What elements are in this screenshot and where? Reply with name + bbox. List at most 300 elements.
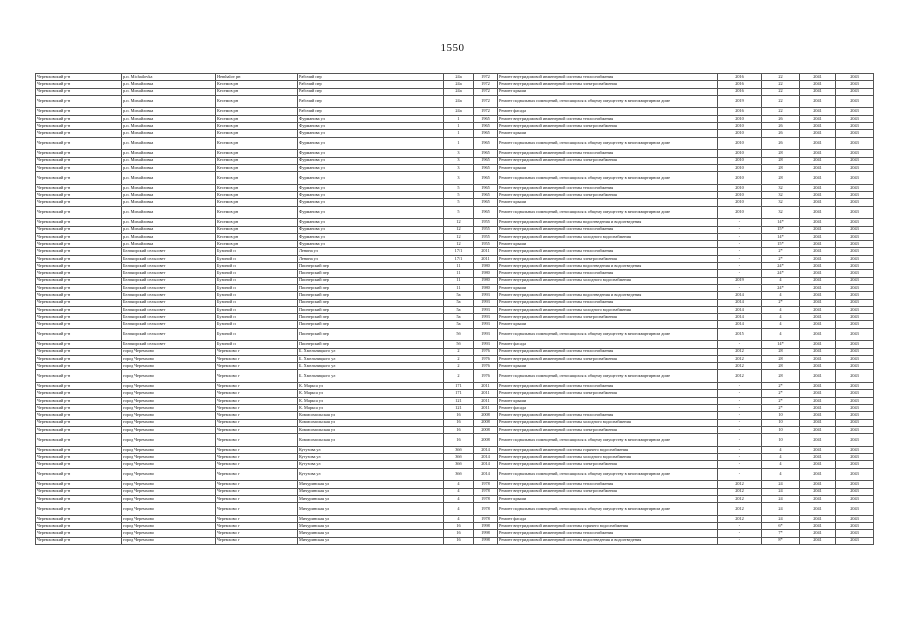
- locality-cell: Черемхово г: [216, 397, 298, 404]
- count-cell: 28: [762, 157, 800, 164]
- count-cell: 26: [762, 130, 800, 137]
- build-year-cell: 1972: [474, 108, 498, 115]
- end-year-cell: 2043: [836, 454, 874, 461]
- house-number-cell: 11: [444, 263, 474, 270]
- table-row: [36, 355, 874, 362]
- house-number-cell: 4: [444, 481, 474, 488]
- last-repair-year-cell: -: [718, 419, 762, 426]
- build-year-cell: 1965: [474, 130, 498, 137]
- last-repair-year-cell: 2010: [718, 172, 762, 185]
- last-repair-year-cell: -: [718, 397, 762, 404]
- street-cell: Фурманова ул: [298, 219, 444, 226]
- start-year-cell: 2041: [800, 530, 836, 537]
- start-year-cell: 2041: [800, 270, 836, 277]
- count-cell: 14*: [762, 219, 800, 226]
- end-year-cell: 2043: [836, 306, 874, 313]
- house-number-cell: 4: [444, 515, 474, 522]
- start-year-cell: 2041: [800, 95, 836, 108]
- district-cell: Черемховский р-н: [36, 108, 122, 115]
- build-year-cell: 1965: [474, 157, 498, 164]
- last-repair-year-cell: -: [718, 412, 762, 419]
- last-repair-year-cell: -: [718, 383, 762, 390]
- last-repair-year-cell: 2015: [718, 328, 762, 341]
- locality-cell: Кесемов рн: [216, 157, 298, 164]
- table-row: [36, 314, 874, 321]
- locality-cell: Кесемов рн: [216, 233, 298, 240]
- table-row: [36, 150, 874, 157]
- last-repair-year-cell: -: [718, 537, 762, 544]
- district-cell: Черемховский р-н: [36, 523, 122, 530]
- end-year-cell: 2043: [836, 81, 874, 88]
- count-cell: 32: [762, 199, 800, 206]
- municipality-cell: Бельчирский сельсовет: [122, 270, 216, 277]
- locality-cell: Черемхово г: [216, 404, 298, 411]
- municipality-cell: город Черемхово: [122, 434, 216, 447]
- start-year-cell: 2041: [800, 341, 836, 348]
- municipality-cell: Бельчирский сельсовет: [122, 248, 216, 255]
- end-year-cell: 2043: [836, 255, 874, 262]
- table-row: [36, 481, 874, 488]
- last-repair-year-cell: 2010: [718, 206, 762, 219]
- count-cell: 28: [762, 363, 800, 370]
- municipality-cell: город Черемхово: [122, 363, 216, 370]
- start-year-cell: 2041: [800, 284, 836, 291]
- work-type-cell: Ремонт внутридомовой инженерной системы электроснабжения: [498, 192, 718, 199]
- street-cell: Пионерский пер: [298, 292, 444, 299]
- municipality-cell: Бельчирский сельсовет: [122, 277, 216, 284]
- last-repair-year-cell: -: [718, 219, 762, 226]
- street-cell: Коммсомольская ул: [298, 419, 444, 426]
- house-number-cell: 11: [444, 270, 474, 277]
- locality-cell: Кесемов рн: [216, 199, 298, 206]
- locality-cell: Бузиной п: [216, 314, 298, 321]
- work-type-cell: Ремонт внутридомовой инженерной системы холодного водоснабжения: [498, 233, 718, 240]
- count-cell: 32: [762, 192, 800, 199]
- table-row: [36, 530, 874, 537]
- work-type-cell: Ремонт крыши: [498, 284, 718, 291]
- house-number-cell: 16: [444, 537, 474, 544]
- count-cell: 22: [762, 108, 800, 115]
- build-year-cell: 1955: [474, 219, 498, 226]
- build-year-cell: 1980: [474, 263, 498, 270]
- locality-cell: Черемхово г: [216, 495, 298, 502]
- end-year-cell: 2043: [836, 157, 874, 164]
- start-year-cell: 2041: [800, 355, 836, 362]
- build-year-cell: 1965: [474, 150, 498, 157]
- locality-cell: Черемхово г: [216, 461, 298, 468]
- table-row: [36, 468, 874, 481]
- municipality-cell: город Черемхово: [122, 390, 216, 397]
- end-year-cell: 2043: [836, 115, 874, 122]
- municipality-cell: город Черемхово: [122, 481, 216, 488]
- locality-cell: Черемхово г: [216, 363, 298, 370]
- last-repair-year-cell: 2010: [718, 164, 762, 171]
- end-year-cell: 2043: [836, 515, 874, 522]
- count-cell: 26: [762, 115, 800, 122]
- last-repair-year-cell: -: [718, 530, 762, 537]
- house-number-cell: 36б: [444, 461, 474, 468]
- build-year-cell: 1993: [474, 299, 498, 306]
- count-cell: 22: [762, 81, 800, 88]
- district-cell: Черемховский р-н: [36, 299, 122, 306]
- count-cell: 14*: [762, 341, 800, 348]
- end-year-cell: 2043: [836, 495, 874, 502]
- last-repair-year-cell: 2010: [718, 192, 762, 199]
- start-year-cell: 2041: [800, 150, 836, 157]
- work-type-cell: Ремонт внутридомовой инженерной системы холодного водоснабжения: [498, 277, 718, 284]
- work-type-cell: Ремонт внутридомовой инженерной системы теплоснабжения: [498, 74, 718, 81]
- work-type-cell: Ремонт внутридомовой инженерной системы электроснабжения: [498, 314, 718, 321]
- end-year-cell: 2043: [836, 412, 874, 419]
- locality-cell: Hemhalov рн: [216, 74, 298, 81]
- start-year-cell: 2041: [800, 292, 836, 299]
- house-number-cell: 4: [444, 503, 474, 516]
- work-type-cell: Ремонт фасада: [498, 404, 718, 411]
- count-cell: 24: [762, 495, 800, 502]
- start-year-cell: 2041: [800, 537, 836, 544]
- district-cell: Черемховский р-н: [36, 461, 122, 468]
- municipality-cell: город Черемхово: [122, 348, 216, 355]
- work-type-cell: Ремонт внутридомовой инженерной системы электроснабжения: [498, 81, 718, 88]
- locality-cell: Бузиной п: [216, 255, 298, 262]
- locality-cell: Бузиной п: [216, 270, 298, 277]
- count-cell: 10: [762, 419, 800, 426]
- end-year-cell: 2043: [836, 503, 874, 516]
- work-type-cell: Ремонт внутридомовой инженерной системы электроснабжения: [498, 390, 718, 397]
- locality-cell: Кесемов рн: [216, 164, 298, 171]
- start-year-cell: 2041: [800, 404, 836, 411]
- build-year-cell: 2008: [474, 434, 498, 447]
- locality-cell: Бузиной п: [216, 341, 298, 348]
- last-repair-year-cell: -: [718, 284, 762, 291]
- municipality-cell: р.п. Михайловка: [122, 95, 216, 108]
- count-cell: 2*: [762, 248, 800, 255]
- street-cell: Фурманова ул: [298, 241, 444, 248]
- count-cell: 22: [762, 88, 800, 95]
- municipality-cell: город Черемхово: [122, 419, 216, 426]
- table-row: [36, 383, 874, 390]
- work-type-cell: Ремонт внутридомовой инженерной системы теплоснабжения: [498, 270, 718, 277]
- table-row: [36, 495, 874, 502]
- locality-cell: Черемхово г: [216, 515, 298, 522]
- district-cell: Черемховский р-н: [36, 434, 122, 447]
- district-cell: Черемховский р-н: [36, 81, 122, 88]
- end-year-cell: 2043: [836, 363, 874, 370]
- last-repair-year-cell: -: [718, 248, 762, 255]
- build-year-cell: 1993: [474, 306, 498, 313]
- table-row: [36, 397, 874, 404]
- build-year-cell: 1980: [474, 270, 498, 277]
- end-year-cell: 2043: [836, 328, 874, 341]
- table-row: [36, 137, 874, 150]
- count-cell: 32: [762, 206, 800, 219]
- build-year-cell: 1978: [474, 495, 498, 502]
- work-type-cell: Ремонт подвальных помещений, относящихся к общему имуществу в многоквартирном доме: [498, 206, 718, 219]
- work-type-cell: Ремонт внутридомовой инженерной системы теплоснабжения: [498, 412, 718, 419]
- house-number-cell: 2: [444, 355, 474, 362]
- locality-cell: Черемхово г: [216, 503, 298, 516]
- table-row: [36, 348, 874, 355]
- municipality-cell: р.п. Михайловка: [122, 192, 216, 199]
- street-cell: Фурманова ул: [298, 172, 444, 185]
- build-year-cell: 2014: [474, 468, 498, 481]
- house-number-cell: 5: [444, 199, 474, 206]
- build-year-cell: 1993: [474, 328, 498, 341]
- street-cell: Б. Хмельницкого ул: [298, 348, 444, 355]
- house-number-cell: 4: [444, 495, 474, 502]
- house-number-cell: 121: [444, 404, 474, 411]
- house-number-cell: 36б: [444, 468, 474, 481]
- municipality-cell: город Черемхово: [122, 523, 216, 530]
- municipality-cell: р.п. Михайловка: [122, 172, 216, 185]
- locality-cell: Черемхово г: [216, 370, 298, 383]
- street-cell: Пионерский пер: [298, 277, 444, 284]
- count-cell: 7*: [762, 530, 800, 537]
- district-cell: Черемховский р-н: [36, 88, 122, 95]
- count-cell: 4: [762, 306, 800, 313]
- district-cell: Черемховский р-н: [36, 355, 122, 362]
- work-type-cell: Ремонт крыши: [498, 397, 718, 404]
- district-cell: Черемховский р-н: [36, 454, 122, 461]
- municipality-cell: город Черемхово: [122, 397, 216, 404]
- last-repair-year-cell: 2012: [718, 503, 762, 516]
- municipality-cell: город Черемхово: [122, 383, 216, 390]
- municipality-cell: Бельчирский сельсовет: [122, 299, 216, 306]
- last-repair-year-cell: -: [718, 404, 762, 411]
- locality-cell: Кесемов рн: [216, 226, 298, 233]
- table-row: [36, 157, 874, 164]
- build-year-cell: 1976: [474, 370, 498, 383]
- street-cell: Пионерский пер: [298, 341, 444, 348]
- build-year-cell: 2011: [474, 404, 498, 411]
- locality-cell: Кесемов рн: [216, 81, 298, 88]
- end-year-cell: 2043: [836, 390, 874, 397]
- count-cell: 24*: [762, 270, 800, 277]
- house-number-cell: 12: [444, 233, 474, 240]
- district-cell: Черемховский р-н: [36, 503, 122, 516]
- end-year-cell: 2043: [836, 537, 874, 544]
- municipality-cell: город Черемхово: [122, 370, 216, 383]
- street-cell: Мичуринская ул: [298, 503, 444, 516]
- house-number-cell: 17/1: [444, 255, 474, 262]
- table-row: [36, 270, 874, 277]
- table-row: [36, 123, 874, 130]
- last-repair-year-cell: 2010: [718, 184, 762, 191]
- last-repair-year-cell: 2012: [718, 481, 762, 488]
- table-row: [36, 370, 874, 383]
- district-cell: Черемховский р-н: [36, 192, 122, 199]
- locality-cell: Кесемов рн: [216, 192, 298, 199]
- table-row: [36, 284, 874, 291]
- locality-cell: Черемхово г: [216, 348, 298, 355]
- street-cell: Кутузова ул: [298, 446, 444, 453]
- locality-cell: Бузиной п: [216, 292, 298, 299]
- last-repair-year-cell: -: [718, 233, 762, 240]
- count-cell: 26: [762, 137, 800, 150]
- district-cell: Черемховский р-н: [36, 495, 122, 502]
- street-cell: Фурманова ул: [298, 192, 444, 199]
- end-year-cell: 2043: [836, 248, 874, 255]
- build-year-cell: 1955: [474, 233, 498, 240]
- table-row: [36, 263, 874, 270]
- start-year-cell: 2041: [800, 164, 836, 171]
- last-repair-year-cell: 2010: [718, 157, 762, 164]
- last-repair-year-cell: -: [718, 434, 762, 447]
- street-cell: Мичуринская ул: [298, 530, 444, 537]
- district-cell: Черемховский р-н: [36, 199, 122, 206]
- house-number-cell: 36б: [444, 454, 474, 461]
- work-type-cell: Ремонт внутридомовой инженерной системы электроснабжения: [498, 255, 718, 262]
- last-repair-year-cell: -: [718, 446, 762, 453]
- municipality-cell: Бельчирский сельсовет: [122, 255, 216, 262]
- street-cell: Кутузова ул: [298, 468, 444, 481]
- street-cell: Рабочий пер: [298, 88, 444, 95]
- capital-repair-table: [35, 73, 874, 545]
- locality-cell: Черемхово г: [216, 537, 298, 544]
- house-number-cell: 16: [444, 434, 474, 447]
- street-cell: Фурманова ул: [298, 233, 444, 240]
- house-number-cell: 5б: [444, 328, 474, 341]
- street-cell: Фурманова ул: [298, 184, 444, 191]
- work-type-cell: Ремонт внутридомовой инженерной системы теплоснабжения: [498, 348, 718, 355]
- municipality-cell: р.п. Михайловка: [122, 164, 216, 171]
- district-cell: Черемховский р-н: [36, 270, 122, 277]
- end-year-cell: 2043: [836, 95, 874, 108]
- end-year-cell: 2043: [836, 199, 874, 206]
- house-number-cell: 1: [444, 115, 474, 122]
- last-repair-year-cell: 2010: [718, 150, 762, 157]
- start-year-cell: 2041: [800, 108, 836, 115]
- locality-cell: Черемхово г: [216, 390, 298, 397]
- house-number-cell: 5а: [444, 292, 474, 299]
- work-type-cell: Ремонт подвальных помещений, относящихся к общему имуществу в многоквартирном доме: [498, 503, 718, 516]
- start-year-cell: 2041: [800, 348, 836, 355]
- end-year-cell: 2043: [836, 488, 874, 495]
- locality-cell: Бузиной п: [216, 277, 298, 284]
- build-year-cell: 1993: [474, 321, 498, 328]
- count-cell: 4: [762, 468, 800, 481]
- start-year-cell: 2041: [800, 157, 836, 164]
- count-cell: 26: [762, 123, 800, 130]
- work-type-cell: Ремонт подвальных помещений, относящихся к общему имуществу в многоквартирном доме: [498, 468, 718, 481]
- count-cell: 8*: [762, 537, 800, 544]
- last-repair-year-cell: 2010: [718, 199, 762, 206]
- page-number: 1550: [440, 42, 465, 54]
- count-cell: 15*: [762, 226, 800, 233]
- start-year-cell: 2041: [800, 226, 836, 233]
- table-row: [36, 434, 874, 447]
- locality-cell: Кесемов рн: [216, 95, 298, 108]
- table-row: [36, 192, 874, 199]
- last-repair-year-cell: 2019: [718, 95, 762, 108]
- house-number-cell: 5а: [444, 314, 474, 321]
- municipality-cell: р.п. Михайловка: [122, 233, 216, 240]
- locality-cell: Черемхово г: [216, 419, 298, 426]
- last-repair-year-cell: 2019: [718, 277, 762, 284]
- municipality-cell: Бельчирский сельсовет: [122, 314, 216, 321]
- work-type-cell: Ремонт крыши: [498, 88, 718, 95]
- street-cell: Коммсомольская ул: [298, 434, 444, 447]
- municipality-cell: р.п. Михайловка: [122, 81, 216, 88]
- table-body: [36, 74, 874, 545]
- street-cell: Фурманова ул: [298, 199, 444, 206]
- district-cell: Черемховский р-н: [36, 341, 122, 348]
- house-number-cell: 36б: [444, 446, 474, 453]
- district-cell: Черемховский р-н: [36, 537, 122, 544]
- table-row: [36, 219, 874, 226]
- municipality-cell: город Черемхово: [122, 495, 216, 502]
- locality-cell: Кесемов рн: [216, 123, 298, 130]
- street-cell: К. Маркса ул: [298, 390, 444, 397]
- count-cell: 15*: [762, 241, 800, 248]
- locality-cell: Бузиной п: [216, 306, 298, 313]
- build-year-cell: 1998: [474, 523, 498, 530]
- work-type-cell: Ремонт крыши: [498, 321, 718, 328]
- street-cell: К. Маркса ул: [298, 383, 444, 390]
- house-number-cell: 5: [444, 206, 474, 219]
- last-repair-year-cell: 2010: [718, 123, 762, 130]
- start-year-cell: 2041: [800, 515, 836, 522]
- house-number-cell: 2: [444, 370, 474, 383]
- end-year-cell: 2043: [836, 108, 874, 115]
- end-year-cell: 2043: [836, 446, 874, 453]
- house-number-cell: 5а: [444, 306, 474, 313]
- start-year-cell: 2041: [800, 123, 836, 130]
- count-cell: 10: [762, 412, 800, 419]
- build-year-cell: 1965: [474, 115, 498, 122]
- build-year-cell: 1976: [474, 355, 498, 362]
- table-row: [36, 277, 874, 284]
- district-cell: Черемховский р-н: [36, 488, 122, 495]
- locality-cell: Бузиной п: [216, 284, 298, 291]
- street-cell: Мичуринская ул: [298, 515, 444, 522]
- table-row: [36, 461, 874, 468]
- municipality-cell: город Черемхово: [122, 503, 216, 516]
- house-number-cell: 12: [444, 219, 474, 226]
- count-cell: 28: [762, 348, 800, 355]
- build-year-cell: 2011: [474, 248, 498, 255]
- table-row: [36, 446, 874, 453]
- count-cell: 6*: [762, 523, 800, 530]
- end-year-cell: 2043: [836, 241, 874, 248]
- street-cell: Рабочий пер: [298, 108, 444, 115]
- start-year-cell: 2041: [800, 503, 836, 516]
- end-year-cell: 2043: [836, 530, 874, 537]
- work-type-cell: Ремонт крыши: [498, 164, 718, 171]
- district-cell: Черемховский р-н: [36, 226, 122, 233]
- municipality-cell: р.п. Михайловка: [122, 241, 216, 248]
- last-repair-year-cell: -: [718, 468, 762, 481]
- table-row: [36, 88, 874, 95]
- municipality-cell: р.п. Михайловка: [122, 137, 216, 150]
- street-cell: Пионерский пер: [298, 306, 444, 313]
- table-row: [36, 184, 874, 191]
- end-year-cell: 2043: [836, 130, 874, 137]
- work-type-cell: Ремонт подвальных помещений, относящихся к общему имуществу в многоквартирном доме: [498, 434, 718, 447]
- last-repair-year-cell: 2012: [718, 370, 762, 383]
- district-cell: Черемховский р-н: [36, 397, 122, 404]
- build-year-cell: 1978: [474, 515, 498, 522]
- district-cell: Черемховский р-н: [36, 263, 122, 270]
- start-year-cell: 2041: [800, 137, 836, 150]
- table-row: [36, 523, 874, 530]
- count-cell: 28: [762, 172, 800, 185]
- street-cell: Фурманова ул: [298, 150, 444, 157]
- table-row: [36, 515, 874, 522]
- end-year-cell: 2043: [836, 397, 874, 404]
- build-year-cell: 2011: [474, 383, 498, 390]
- build-year-cell: 2014: [474, 446, 498, 453]
